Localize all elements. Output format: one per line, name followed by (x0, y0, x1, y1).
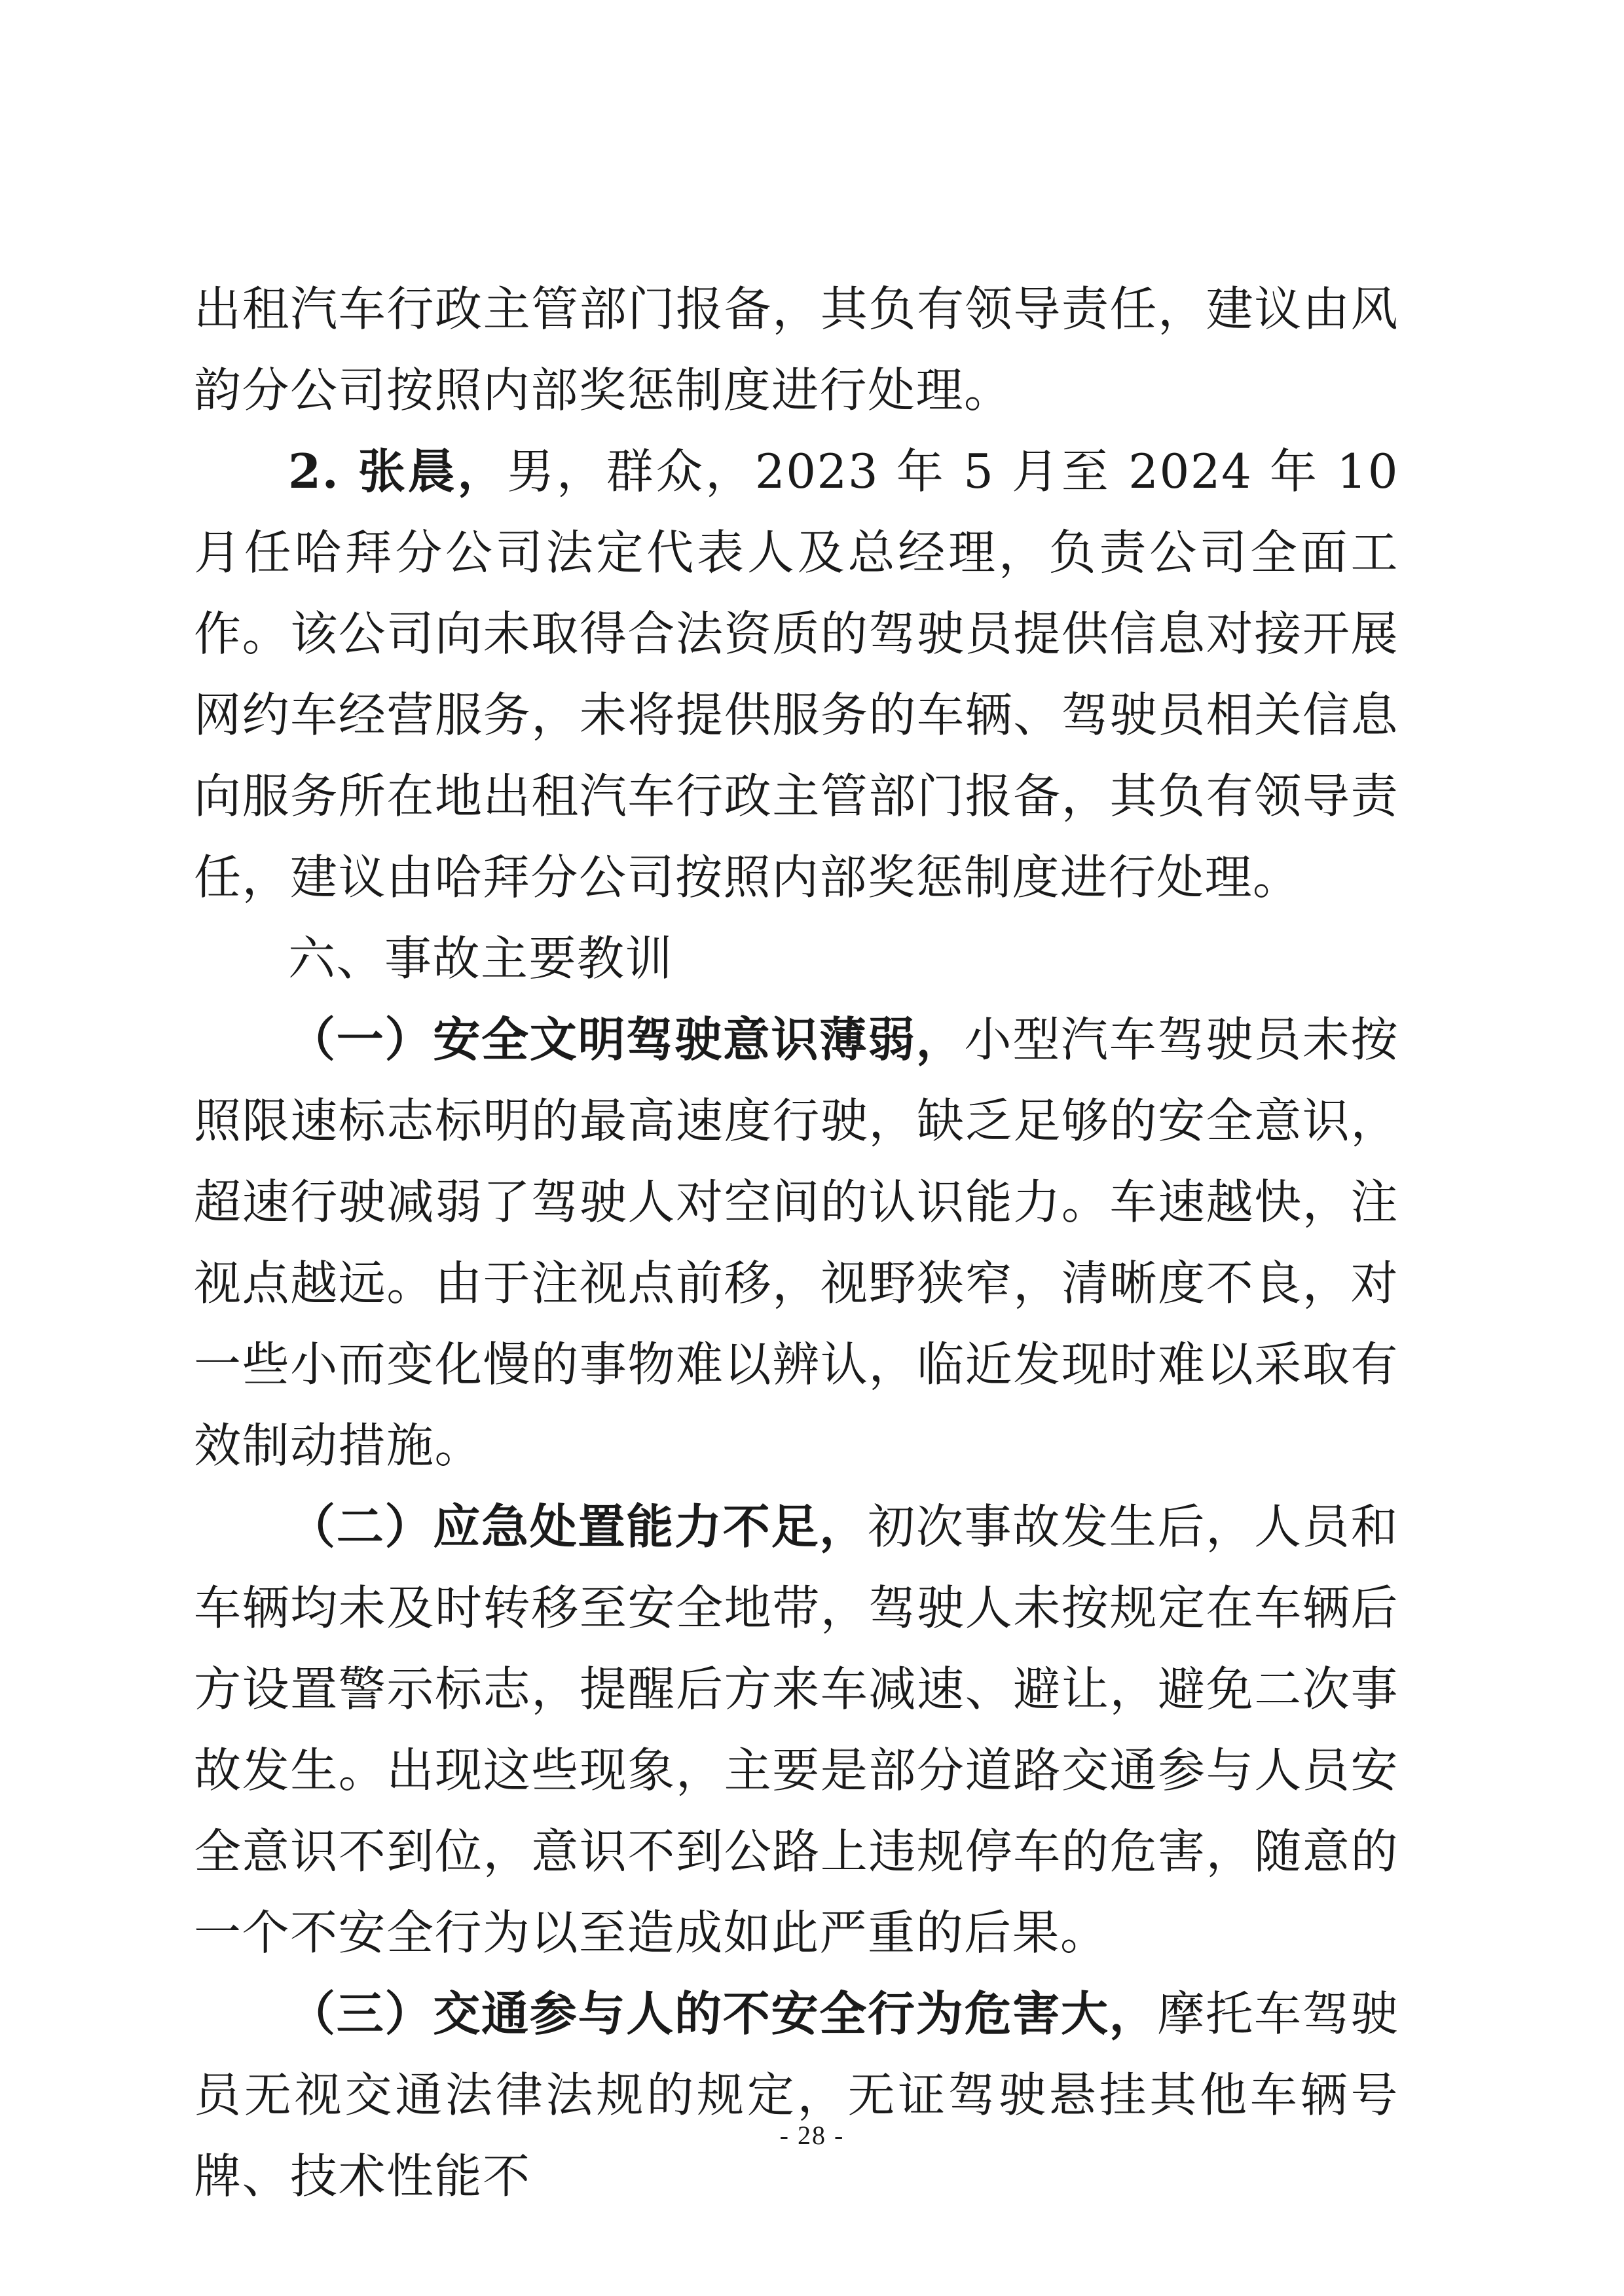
paragraph-text: 初次事故发生后，人员和车辆均未及时转移至安全地带，驾驶人未按规定在车辆后方设置警示标志，提醒后方来车减速、避让，避免二次事故发生。出现这些现象，主要是部分道路交通参与人员安全意识不到位，意识不到公路上违规停车的危害，随意的一个不安全行为以至造成如此严重的后果。 (194, 1499, 1399, 1960)
paragraph-zhang-chen (194, 431, 1399, 918)
paragraph-continuation (194, 268, 1399, 431)
paragraph-text: 出租汽车行政主管部门报备，其负有领导责任，建议由风韵分公司按照内部奖惩制度进行处理。 (194, 282, 1399, 418)
paragraph-lesson-1 (194, 999, 1399, 1486)
paragraph-text: 男，群众，2023 年 5 月至 2024 年 10 月任哈拜分公司法定代表人及总经理，负责公司全面工作。该公司向未取得合法资质的驾驶员提供信息对接开展网约车经营服务，未将提供服务的车辆、驾驶员相关信息向服务所在地出租汽车行政主管部门报备，其负有领导责任，建议由哈拜分公司按照内部奖惩制度进行处理。 (194, 444, 1399, 905)
heading-text: 六、事故主要教训 (288, 931, 674, 986)
paragraph-lesson-3 (194, 1973, 1399, 2217)
section-heading-lessons (194, 918, 1399, 999)
paragraph-lesson-2 (194, 1486, 1399, 1973)
document-body (194, 268, 1399, 2217)
paragraph-text: 小型汽车驾驶员未按照限速标志标明的最高速度行驶，缺乏足够的安全意识，超速行驶减弱了驾驶人对空间的认识能力。车速越快，注视点越远。由于注视点前移，视野狭窄，清晰度不良，对一些小而变化慢的事物难以辨认，临近发现时难以采取有效制动措施。 (194, 1012, 1399, 1473)
paragraph-lead: （二）应急处置能力不足， (288, 1499, 868, 1554)
page-number: - 28 - (779, 2121, 845, 2150)
paragraph-lead: 2. 张晨， (288, 443, 507, 499)
paragraph-lead: （三）交通参与人的不安全行为危害大， (288, 1986, 1158, 2041)
paragraph-text: 摩托车驾驶员无视交通法律法规的规定，无证驾驶悬挂其他车辆号牌、技术性能不 (194, 1986, 1399, 2204)
paragraph-lead: （一）安全文明驾驶意识薄弱， (288, 1011, 965, 1067)
